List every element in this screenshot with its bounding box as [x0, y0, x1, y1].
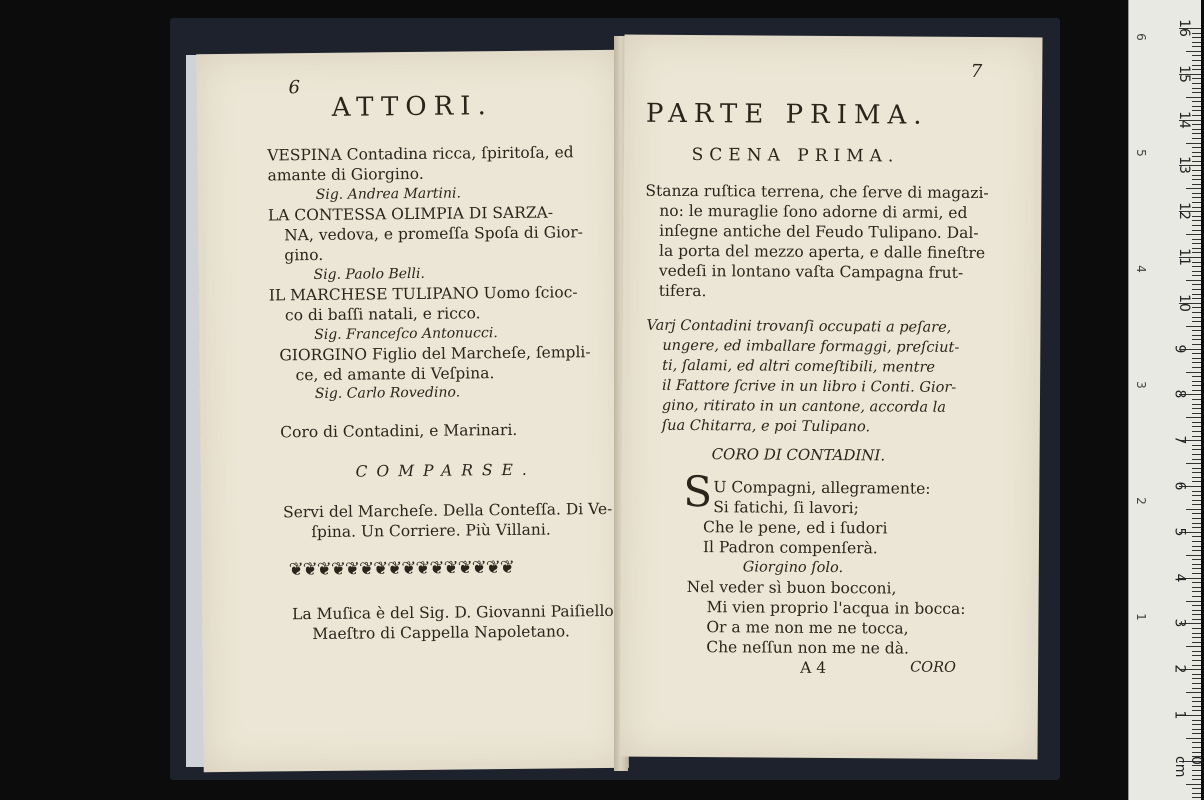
- ruler-tick: [1192, 88, 1201, 89]
- ruler-tick: [1192, 491, 1201, 492]
- ruler-tick: [1192, 747, 1201, 748]
- stage-direction: il Fattore ſcrive in un libro i Conti. Gior-: [662, 377, 957, 396]
- signature-mark: A 4: [800, 658, 827, 677]
- ruler-tick: [1192, 546, 1201, 547]
- ruler-tick: [1192, 477, 1201, 478]
- ruler-tick: [1192, 239, 1201, 240]
- ruler-inch-label: 3: [1133, 381, 1148, 389]
- singer-name: Sig. Franceſco Antonucci.: [314, 325, 498, 344]
- ruler-tick: [1192, 614, 1201, 615]
- ruler-tick: [1192, 152, 1201, 153]
- ruler-tick: [1192, 651, 1201, 652]
- ruler-tick: [1192, 69, 1201, 70]
- ruler-tick: [1192, 230, 1201, 231]
- ruler-tick: [1192, 252, 1201, 253]
- ruler-tick: [1192, 628, 1201, 629]
- ruler-tick: [1192, 124, 1201, 125]
- ruler-tick: [1192, 495, 1201, 496]
- ruler-label: 6: [1171, 481, 1188, 491]
- ruler-tick: [1192, 550, 1201, 551]
- chorus-heading: CORO DI CONTADINI.: [711, 445, 886, 465]
- ruler-tick: [1192, 390, 1201, 391]
- ruler-tick: [1192, 404, 1201, 405]
- verse-line: Si fatichi, ſi lavori;: [713, 498, 859, 518]
- ruler-label: 0 cm: [1172, 755, 1204, 778]
- ruler-tick: [1192, 83, 1201, 84]
- ruler-tick: [1192, 202, 1201, 203]
- verse-line: Che le pene, ed i ſudori: [703, 518, 888, 538]
- ruler-tick: [1192, 459, 1201, 460]
- ruler-tick: [1192, 248, 1201, 249]
- ruler-tick: [1192, 481, 1201, 482]
- ruler-tick: [1192, 353, 1201, 354]
- ruler-tick: [1192, 449, 1201, 450]
- ruler-tick: [1192, 752, 1201, 753]
- singer-name: Sig. Paolo Belli.: [313, 265, 425, 284]
- ruler-inch-label: 6: [1133, 33, 1148, 41]
- ruler-tick: [1192, 266, 1201, 267]
- left-page: [196, 50, 628, 772]
- ruler-tick: [1192, 742, 1201, 743]
- ruler-tick: [1192, 619, 1201, 620]
- ruler-tick: [1192, 115, 1201, 116]
- ruler-tick: [1192, 376, 1201, 377]
- ruler-tick: [1192, 312, 1201, 313]
- ruler-tick: [1192, 367, 1201, 368]
- right-page: [619, 35, 1042, 760]
- ruler-tick: [1192, 655, 1201, 656]
- ruler-label: 4: [1171, 573, 1188, 583]
- ruler-tick: [1192, 330, 1201, 331]
- ruler-tick: [1192, 472, 1201, 473]
- ruler-tick: [1186, 463, 1201, 464]
- ruler-tick: [1192, 207, 1201, 208]
- ruler-tick: [1192, 683, 1201, 684]
- ruler-tick: [1192, 175, 1201, 176]
- ruler-label: 14: [1175, 110, 1192, 129]
- ruler-tick: [1192, 362, 1201, 363]
- verse-line: Or a me non me ne tocca,: [706, 618, 909, 638]
- ruler-tick: [1192, 500, 1201, 501]
- decorative-border: ❦❦❦❦❦❦❦❦❦❦❦❦❦❦❦❦: [288, 556, 515, 581]
- comparse-line: Servi del Marcheſe. Della Conteſſa. Di Ve-: [282, 499, 613, 522]
- ruler-tick: [1192, 504, 1201, 505]
- ruler-tick: [1192, 289, 1201, 290]
- ruler-label: 12: [1175, 202, 1192, 221]
- ruler-tick: [1192, 243, 1201, 244]
- comparse-heading: COMPARSE.: [355, 460, 536, 481]
- ruler-tick: [1186, 784, 1201, 785]
- ruler-tick: [1192, 710, 1201, 711]
- ruler-tick: [1192, 55, 1201, 56]
- ruler-tick: [1192, 674, 1201, 675]
- ruler-tick: [1192, 65, 1201, 66]
- ruler-tick: [1192, 733, 1201, 734]
- ruler-tick: [1186, 188, 1201, 189]
- page-heading: ATTORI.: [331, 91, 493, 123]
- ruler-tick: [1192, 720, 1201, 721]
- ruler-label: 2: [1171, 664, 1188, 674]
- ruler-tick: [1192, 678, 1201, 679]
- verse-line: Che neſſun non me ne dà.: [706, 638, 909, 658]
- cast-line: co di baſſi natali, e ricco.: [284, 304, 481, 325]
- ruler-tick: [1192, 197, 1201, 198]
- setting-line: vedeſi in lontano vaſta Campagna frut-: [658, 261, 964, 282]
- stage-direction: ungere, ed imballare formaggi, preſciut-: [662, 337, 960, 356]
- ruler-tick: [1192, 138, 1201, 139]
- ruler-tick: [1192, 170, 1201, 171]
- ruler-tick: [1192, 568, 1201, 569]
- ruler-tick: [1192, 344, 1201, 345]
- ruler-tick: [1192, 660, 1201, 661]
- ruler-tick: [1192, 298, 1201, 299]
- ruler-tick: [1192, 610, 1201, 611]
- ruler-tick: [1192, 184, 1201, 185]
- ruler-tick: [1192, 706, 1201, 707]
- ruler-tick: [1192, 582, 1201, 583]
- ruler-tick: [1192, 541, 1201, 542]
- chorus-line: Coro di Contadini, e Marinari.: [280, 420, 518, 442]
- ruler-tick: [1192, 688, 1201, 689]
- ruler-tick: [1192, 225, 1201, 226]
- ruler-tick: [1192, 133, 1201, 134]
- ruler-tick: [1192, 413, 1201, 414]
- ruler-tick: [1192, 216, 1201, 217]
- setting-line: la porta del mezzo aperta, e dalle fineſtre: [658, 241, 986, 263]
- ruler-tick: [1192, 591, 1201, 592]
- ruler-tick: [1186, 509, 1201, 510]
- ruler-tick: [1186, 738, 1201, 739]
- ruler-tick: [1192, 37, 1201, 38]
- ruler-label: 3: [1171, 618, 1188, 628]
- ruler-tick: [1192, 193, 1201, 194]
- ruler-inch-label: 4: [1133, 265, 1148, 273]
- ruler-tick: [1192, 642, 1201, 643]
- cast-line: gino.: [284, 245, 324, 265]
- ruler-tick: [1192, 793, 1201, 794]
- ruler-tick: [1186, 143, 1201, 144]
- ruler-tick: [1192, 729, 1201, 730]
- verse-line: Il Padron compenſerà.: [702, 538, 878, 558]
- stage-direction: Varj Contadini trovanſi occupati a peſare,: [646, 317, 952, 336]
- ruler-tick: [1192, 797, 1201, 798]
- ruler-label: 5: [1171, 527, 1188, 537]
- ruler-tick: [1192, 422, 1201, 423]
- ruler-tick: [1192, 637, 1201, 638]
- ruler-tick: [1186, 97, 1201, 98]
- verse-line: Mi vien proprio l'acqua in bocca:: [706, 598, 966, 618]
- ruler-tick: [1186, 234, 1201, 235]
- music-credit: Maeſtro di Cappella Napoletano.: [312, 622, 570, 644]
- ruler-tick: [1186, 646, 1201, 647]
- ruler-tick: [1192, 426, 1201, 427]
- ruler-label: 13: [1175, 156, 1192, 175]
- ruler-tick: [1192, 587, 1201, 588]
- music-credit: La Muſica è del Sig. D. Giovanni Paiſiello: [292, 601, 614, 624]
- page-number: 7: [970, 60, 983, 83]
- ruler-tick: [1192, 408, 1201, 409]
- ruler-tick: [1192, 385, 1201, 386]
- ruler-tick: [1192, 220, 1201, 221]
- ruler-tick: [1192, 523, 1201, 524]
- ruler-tick: [1192, 436, 1201, 437]
- ruler-label: 11: [1175, 248, 1192, 266]
- stage-direction: gino, ritirato in un cantone, accorda la: [661, 397, 947, 416]
- ruler-tick: [1192, 399, 1201, 400]
- ruler-tick: [1192, 101, 1201, 102]
- ruler-tick: [1192, 573, 1201, 574]
- ruler-tick: [1186, 372, 1201, 373]
- ruler-tick: [1192, 106, 1201, 107]
- stage-direction: ſua Chitarra, e poi Tulipano.: [661, 417, 871, 436]
- setting-line: inſegne antiche del Feudo Tulipano. Dal-: [659, 221, 979, 243]
- ruler-tick: [1192, 339, 1201, 340]
- ruler-tick: [1192, 596, 1201, 597]
- ruler-tick: [1192, 701, 1201, 702]
- ruler-tick: [1192, 605, 1201, 606]
- ruler-tick: [1192, 335, 1201, 336]
- cast-line: amante di Giorgino.: [267, 164, 424, 185]
- cast-line: GIORGINO Figlio del Marcheſe, ſempli-: [279, 343, 591, 365]
- ruler-tick: [1192, 156, 1201, 157]
- ruler-tick: [1192, 518, 1201, 519]
- ruler-tick: [1186, 326, 1201, 327]
- ruler-tick: [1192, 454, 1201, 455]
- ruler-tick: [1192, 271, 1201, 272]
- ruler-label: 9: [1171, 344, 1188, 354]
- ruler-tick: [1192, 294, 1201, 295]
- cast-line: VESPINA Contadina ricca, ſpiritoſa, ed: [267, 143, 574, 165]
- drop-capital: S: [683, 466, 713, 517]
- ruler-tick: [1192, 633, 1201, 634]
- ruler-tick: [1192, 78, 1201, 79]
- cast-line: LA CONTESSA OLIMPIA DI SARZA-: [267, 203, 554, 225]
- ruler-tick: [1192, 46, 1201, 47]
- ruler-tick: [1192, 284, 1201, 285]
- ruler-tick: [1192, 33, 1201, 34]
- ruler-inch-label: 2: [1133, 497, 1148, 505]
- ruler-tick: [1192, 42, 1201, 43]
- ruler-label: 15: [1175, 64, 1192, 83]
- cast-line: ce, ed amante di Veſpina.: [295, 364, 495, 385]
- page-heading: PARTE PRIMA.: [645, 98, 929, 131]
- scene-heading: SCENA PRIMA.: [691, 145, 900, 167]
- ruler-tick: [1192, 161, 1201, 162]
- verse-line: Nel veder sì buon bocconi,: [686, 577, 897, 598]
- ruler-tick: [1192, 527, 1201, 528]
- ruler-tick: [1192, 665, 1201, 666]
- ruler-tick: [1192, 179, 1201, 180]
- ruler-tick: [1192, 92, 1201, 93]
- ruler-label: 16: [1175, 19, 1192, 37]
- cast-line: NA, vedova, e promeſſa Spoſa di Gior-: [284, 223, 584, 245]
- ruler-tick: [1192, 129, 1201, 130]
- ruler-tick: [1192, 275, 1201, 276]
- ruler-tick: [1192, 559, 1201, 560]
- ruler-inch-label: 5: [1133, 149, 1148, 157]
- comparse-line: ſpina. Un Corriere. Più Villani.: [311, 520, 551, 542]
- ruler-tick: [1186, 692, 1201, 693]
- ruler-label: 1: [1171, 710, 1188, 720]
- setting-line: tifera.: [658, 281, 707, 301]
- setting-line: Stanza ruſtica terrena, che ſerve di magazi-: [645, 181, 989, 203]
- ruler-tick: [1186, 555, 1201, 556]
- page-number: 6: [288, 77, 301, 99]
- cast-line: IL MARCHESE TULIPANO Uomo ſcioc-: [268, 283, 578, 305]
- ruler-tick: [1192, 307, 1201, 308]
- ruler-tick: [1192, 431, 1201, 432]
- ruler-tick: [1192, 513, 1201, 514]
- ruler-inch-label: 1: [1133, 613, 1148, 621]
- ruler-tick: [1192, 110, 1201, 111]
- ruler-tick: [1192, 317, 1201, 318]
- ruler-tick: [1192, 358, 1201, 359]
- setting-line: no: le muraglie ſono adorne di armi, ed: [659, 201, 968, 222]
- ruler-tick: [1192, 321, 1201, 322]
- ruler-label: 10: [1175, 293, 1192, 312]
- ruler-tick: [1186, 280, 1201, 281]
- singer-name: Sig. Carlo Rovedino.: [314, 384, 461, 403]
- ruler-tick: [1192, 724, 1201, 725]
- ruler-tick: [1186, 51, 1201, 52]
- speaker-name: Giorgino ſolo.: [742, 559, 844, 577]
- ruler-tick: [1192, 697, 1201, 698]
- verse-line: U Compagni, allegramente:: [713, 478, 931, 498]
- stage-direction: ti, ſalami, ed altri comeſtibili, mentre: [662, 357, 936, 376]
- ruler-label: 7: [1171, 435, 1188, 445]
- ruler-tick: [1186, 601, 1201, 602]
- ruler-tick: [1192, 564, 1201, 565]
- ruler-tick: [1192, 147, 1201, 148]
- ruler-label: 8: [1171, 389, 1188, 399]
- ruler-tick: [1186, 417, 1201, 418]
- catchword: CORO: [910, 659, 956, 676]
- ruler-tick: [1192, 381, 1201, 382]
- singer-name: Sig. Andrea Martini.: [315, 185, 462, 204]
- ruler-tick: [1192, 445, 1201, 446]
- measuring-ruler: [1128, 0, 1204, 800]
- ruler-tick: [1192, 262, 1201, 263]
- ruler-tick: [1192, 60, 1201, 61]
- ruler-tick: [1192, 468, 1201, 469]
- ruler-tick: [1192, 536, 1201, 537]
- ruler-tick: [1192, 788, 1201, 789]
